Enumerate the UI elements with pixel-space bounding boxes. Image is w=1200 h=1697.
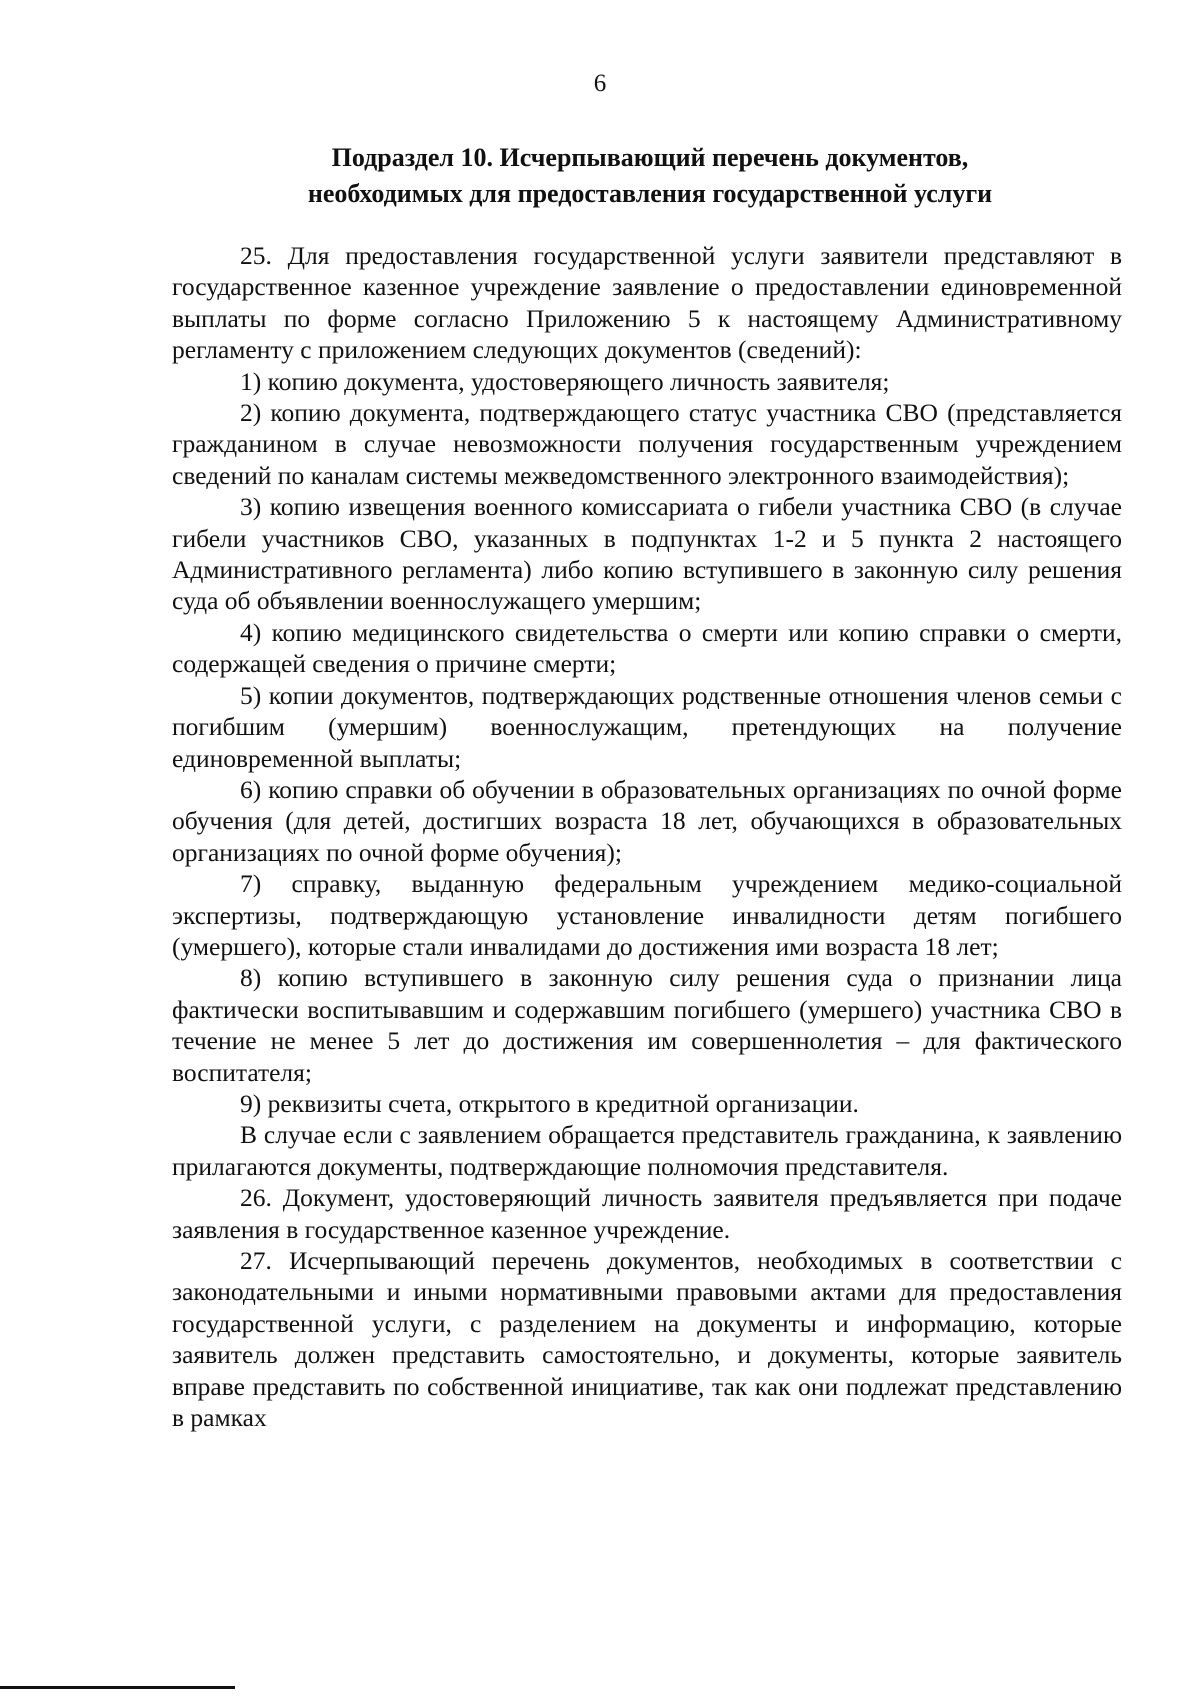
list-item-9: 9) реквизиты счета, открытого в кредитной организации. <box>240 1088 859 1118</box>
list-item-7: 7) справку, выданную федеральным учреждением медико-социальной экспертизы, подтверждающую установление инвалидности детям погибшего (умершего), которые стали инвалидами до достижения ими возраста 18 лет; <box>172 869 1122 961</box>
paragraph-25: 25. Для предоставления государственной услуги заявители представляют в государственное казенное учреждение заявление о предоставлении единовременной выплаты по форме согласно Приложению 5 к настоящему Административному регламенту с приложением следующих документов (сведений): <box>172 241 1122 365</box>
list-item-4: 4) копию медицинского свидетельства о смерти или копию справки о смерти, содержащей сведения о причине смерти; <box>172 617 1122 679</box>
page-number: 6 <box>593 70 607 97</box>
list-item-1: 1) копию документа, удостоверяющего личность заявителя; <box>240 366 890 396</box>
representative-paragraph: В случае если с заявлением обращается представитель гражданина, к заявлению прилагаются документы, подтверждающие полномочия представителя. <box>172 1120 1122 1181</box>
list-item-8: 8) копию вступившего в законную силу решения суда о признании лица фактически воспитывавшим и содержавшим погибшего (умершего) участника СВО в течение не менее 5 лет до достижения им совершеннолетия – для фактического воспитателя; <box>172 963 1122 1087</box>
list-item-6: 6) копию справки об обучении в образовательных организациях по очной форме обучения (для детей, достигших возраста 18 лет, обучающихся в образовательных организациях по очной форме обучения); <box>172 774 1122 867</box>
document-body <box>172 240 1122 1433</box>
list-item-5: 5) копии документов, подтверждающих родственные отношения членов семьи с погибшим (умершим) военнослужащим, претендующих на получение единовременной выплаты; <box>172 680 1122 773</box>
paragraph-26: 26. Документ, удостоверяющий личность заявителя предъявляется при подаче заявления в государственное казенное учреждение. <box>172 1183 1122 1244</box>
section-heading <box>180 140 1120 212</box>
list-item-3: 3) копию извещения военного комиссариата о гибели участника СВО (в случае гибели участников СВО, указанных в подпунктах 1-2 и 5 пункта 2 настоящего Административного регламента) либо копию вступившего в законную силу решения суда об объявлении военнослужащего умершим; <box>172 492 1122 616</box>
paragraph-27: 27. Исчерпывающий перечень документов, необходимых в соответствии с законодательными и иными нормативными правовыми актами для предоставления государственной услуги, с разделением на документы и информацию, которые заявитель должен представить самостоятельно, и документы, которые заявитель вправе представить по собственной инициативе, так как они подлежат представлению в рамках <box>172 1246 1122 1433</box>
list-item-2: 2) копию документа, подтверждающего статус участника СВО (представляется гражданином в случае невозможности получения государственным учреждением сведений по каналам системы межведомственного электронного взаимодействия); <box>172 398 1122 490</box>
scan-edge-line <box>0 1686 235 1689</box>
section-heading-line-1: Подраздел 10. Исчерпывающий перечень документов, <box>331 143 969 172</box>
section-heading-line-2: необходимых для предоставления государственной услуги <box>307 179 993 208</box>
